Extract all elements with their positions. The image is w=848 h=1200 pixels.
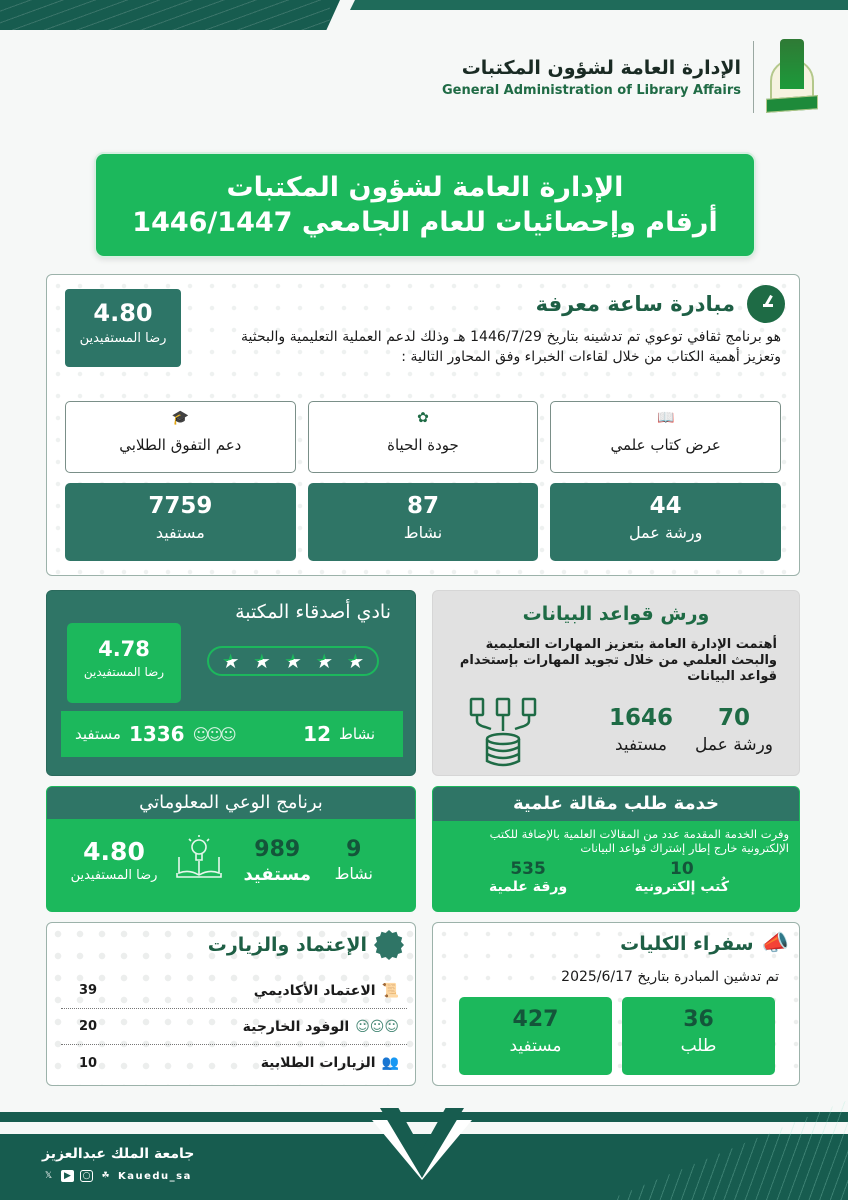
database-workshops-card	[432, 590, 800, 776]
stat-workshops: 44 ورشة عمل	[550, 483, 781, 561]
header-text	[442, 57, 741, 98]
list-item: 10 👥 الزيارات الطلابية	[79, 1055, 399, 1071]
satisfaction-label: رضا المستفيدين	[79, 331, 167, 346]
top-band-lines	[0, 0, 330, 30]
stat-beneficiaries: 989 مستفيد	[243, 837, 311, 885]
ambassadors-title: سفراء الكليات	[620, 932, 754, 955]
satisfaction-badge: 4.78 رضا المستفيدين	[67, 623, 181, 703]
database-workshops-title: ورش قواعد البيانات	[522, 603, 710, 625]
megaphone-icon: 📣	[761, 931, 789, 956]
page-subtitle: أرقام وإحصائيات للعام الجامعي 1446/1447	[132, 207, 718, 238]
star-icon: ★	[221, 649, 240, 673]
database-workshops-description: أهتمت الإدارة العامة بتعزيز المهارات التعليمية والبحث العلمي من خلال تجويد المهارات بإستخدام قواعد البيانات	[459, 637, 777, 684]
lightbulb-book-icon	[175, 833, 223, 879]
accreditation-card	[46, 922, 416, 1086]
youtube-icon[interactable]: ▶	[61, 1170, 74, 1182]
graduation-cap-icon: 🎓	[171, 410, 190, 426]
friends-club-stats-bar	[61, 711, 403, 757]
star-icon: ★	[284, 649, 302, 673]
database-icon	[467, 697, 539, 769]
people-icon: ☺☺☺	[192, 724, 234, 744]
activities-group: 12 نشاط	[303, 722, 375, 746]
top-band-stripe	[350, 0, 848, 10]
people-icon: ☺☺☺	[355, 1018, 399, 1035]
social-handle[interactable]: Kauedu_sa	[118, 1170, 192, 1182]
x-icon[interactable]: 𝕏	[44, 1171, 53, 1181]
ambassadors-stats	[459, 997, 775, 1075]
star-rating	[207, 646, 379, 676]
pillar-book-review: 📖 عرض كتاب علمي	[550, 401, 781, 473]
knowledge-hour-description: هو برنامج ثقافي توعوي تم تدشينه بتاريخ 1446/7/29 هـ وذلك لدعم العملية التعليمية والبحثية وتعزيز أهمية الكتاب من خلال لقاءات الخبراء وفق المحاور التالية :	[241, 329, 781, 365]
presentation-icon: 👥	[381, 1055, 399, 1071]
accreditation-list	[61, 973, 407, 1081]
star-icon: ★	[315, 649, 334, 673]
pillars-row	[65, 401, 781, 473]
ambassadors-launch-date: تم تدشين المبادرة بتاريخ 2025/6/17	[561, 969, 779, 985]
certificate-icon: 📜	[381, 982, 399, 999]
org-name-arabic: الإدارة العامة لشؤون المكتبات	[461, 56, 741, 79]
book-icon: 📖	[656, 410, 675, 426]
footer	[0, 1100, 848, 1200]
page-title-banner	[94, 152, 756, 258]
top-decoration-band	[0, 0, 848, 30]
stat-activities: 9 نشاط	[334, 837, 373, 883]
list-item: 20 ☺☺☺ الوفود الخارجية	[61, 1009, 407, 1045]
stat-ebooks: 10 كُتب إلكترونية	[634, 859, 729, 895]
accreditation-header	[208, 933, 401, 957]
article-service-description: وفرت الخدمة المقدمة عدد من المقالات العلمية بالإضافة للكتب الإلكترونية خارج إطار إشتراك قواعد البيانات	[489, 827, 789, 855]
snapchat-icon[interactable]: ☘	[101, 1171, 110, 1181]
university-name: جامعة الملك عبدالعزيز	[42, 1146, 195, 1162]
stat-workshops: 70 ورشة عمل	[694, 705, 773, 755]
ambassadors-card	[432, 922, 800, 1086]
stat-activities: 87 نشاط	[308, 483, 539, 561]
stat-papers: 535 ورقة علمية	[489, 859, 568, 895]
satisfaction-stat: 4.80 رضا المستفيدين	[70, 837, 158, 883]
social-links	[42, 1170, 192, 1182]
header	[442, 32, 818, 122]
clock-icon	[747, 285, 785, 323]
article-service-title: خدمة طلب مقالة علمية	[433, 787, 799, 821]
info-literacy-card	[46, 786, 416, 912]
pillar-student-excellence: 🎓 دعم التفوق الطلابي	[65, 401, 296, 473]
page-title: الإدارة العامة لشؤون المكتبات	[226, 172, 624, 203]
list-item: 39 📜 الاعتماد الأكاديمي	[61, 973, 407, 1009]
satisfaction-value: 4.80	[93, 299, 153, 327]
leaf-icon: ✿	[417, 410, 429, 426]
friends-club-card	[46, 590, 416, 776]
pillar-quality-of-life: ✿ جودة الحياة	[308, 401, 539, 473]
star-icon: ★	[346, 649, 365, 673]
stat-beneficiaries: 1646 مستفيد	[608, 705, 673, 755]
beneficiaries-group: مستفيد 1336 ☺☺☺	[75, 722, 234, 746]
ambassadors-header	[620, 931, 789, 956]
knowledge-hour-header	[536, 285, 785, 323]
header-divider	[753, 41, 754, 113]
org-name-english: General Administration of Library Affairs	[441, 82, 741, 98]
knowledge-hour-stats	[65, 483, 781, 561]
friends-club-title: نادي أصدقاء المكتبة	[235, 601, 391, 623]
star-icon: ★	[252, 649, 271, 673]
stat-requests: 36 طلب	[622, 997, 775, 1075]
badge-icon	[377, 933, 401, 957]
satisfaction-badge	[65, 289, 181, 367]
info-literacy-title: برنامج الوعي المعلوماتي	[47, 787, 415, 819]
university-logo-icon	[766, 33, 818, 121]
article-service-card	[432, 786, 800, 912]
instagram-icon[interactable]: ○	[80, 1170, 93, 1182]
stat-beneficiaries: 7759 مستفيد	[65, 483, 296, 561]
accreditation-title: الإعتماد والزيارت	[207, 934, 367, 956]
stat-beneficiaries: 427 مستفيد	[459, 997, 612, 1075]
knowledge-hour-title: مبادرة ساعة معرفة	[535, 292, 735, 316]
knowledge-hour-card	[46, 274, 800, 576]
